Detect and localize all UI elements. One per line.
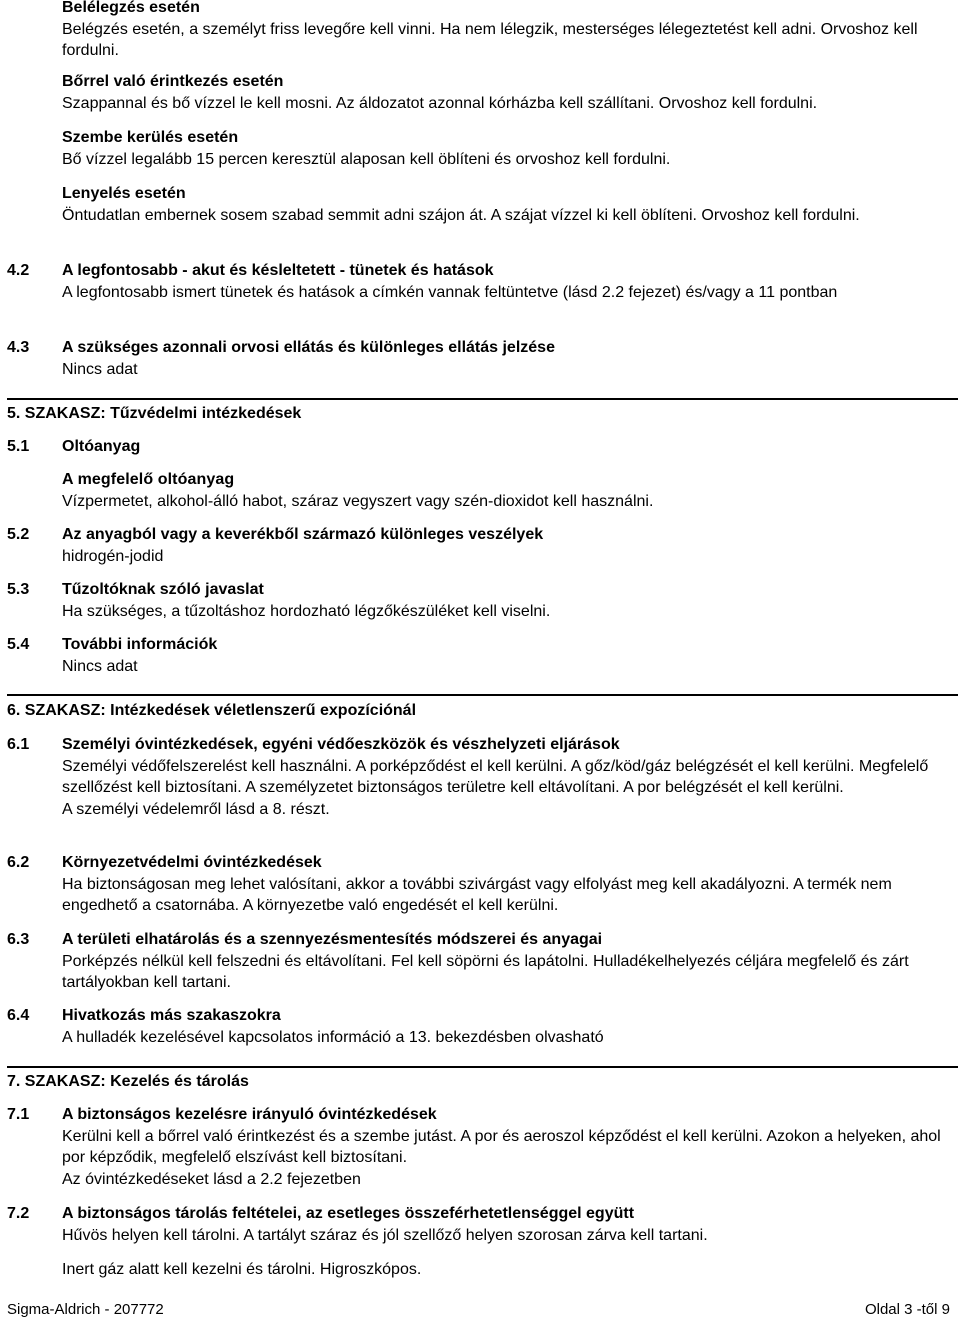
inhalation-block [62, 0, 950, 62]
section-6-1-text-2: A személyi védelemről lásd a 8. részt. [62, 800, 330, 818]
section-6-1-heading: Személyi óvintézkedések, egyéni védőeszközök és vészhelyzeti eljárások [62, 736, 620, 753]
inhalation-heading: Belélegzés esetén [62, 0, 200, 16]
section-6-3-text: Porképzés nélkül kell felszedni és eltávolítani. Fel kell söpörni és lapátolni. Hulladékelhelyezés céljára megfelelő és zárt tartályokban kell tartani. [62, 952, 909, 991]
section-5-3-block [62, 579, 950, 622]
section-6-3-heading: A területi elhatárolás és a szennyezésmentesítés módszerei és anyagai [62, 931, 603, 948]
section-7-1-text-2: Az óvintézkedéseket lásd a 2.2 fejezetben [62, 1170, 361, 1188]
section-6-2-heading: Környezetvédelmi óvintézkedések [62, 854, 322, 871]
section-6-4-text: A hulladék kezelésével kapcsolatos információ a 13. bekezdésben olvasható [62, 1028, 604, 1046]
section-7-title: 7. SZAKASZ: Kezelés és tárolás [7, 1073, 249, 1090]
section-6-2-block [62, 852, 950, 917]
ingestion-text: Öntudatlan embernek sosem szabad semmit adni szájon át. A szájat vízzel ki kell öblíteni. Orvoshoz kell fordulni. [62, 206, 860, 224]
section-number: 5.1 [7, 438, 30, 455]
section-7-1-block [62, 1104, 950, 1190]
section-7-2-extra-block [62, 1259, 950, 1281]
section-5-2-heading: Az anyagból vagy a keverékből származó különleges veszélyek [62, 526, 544, 543]
section-7-2-text: Hűvös helyen kell tárolni. A tartályt száraz és jól szellőző helyen szorosan zárva kell tartani. [62, 1226, 708, 1244]
section-number: 6.4 [7, 1007, 30, 1024]
skin-block [62, 71, 950, 114]
section-number: 6.3 [7, 931, 30, 948]
inhalation-text: Belégzés esetén, a személyt friss levegőre kell vinni. Ha nem lélegzik, mesterséges lélegeztetést kell adni. Orvoshoz kell fordulni. [62, 20, 918, 59]
suitable-media-heading: A megfelelő oltóanyag [62, 471, 235, 488]
section-4-3-block [62, 337, 950, 380]
section-5-title: 5. SZAKASZ: Tűzvédelmi intézkedések [7, 405, 302, 422]
section-divider [7, 694, 958, 696]
section-number: 6.2 [7, 854, 30, 871]
section-5-2-block [62, 524, 950, 567]
section-5-1-block [62, 436, 950, 458]
section-number: 5.2 [7, 526, 30, 543]
extinguishing-media-block [62, 469, 950, 512]
section-7-1-text: Kerülni kell a bőrrel való érintkezést és a szembe jutást. A por és aeroszol képződést el kell kerülni. Azokon a helyeken, ahol por képződik, megfelelő elszívást kell biztosítani. [62, 1127, 941, 1166]
section-4-2-heading: A legfontosabb - akut és késleltetett - tünetek és hatások [62, 262, 494, 279]
skin-heading: Bőrrel való érintkezés esetén [62, 73, 284, 90]
suitable-media-text: Vízpermetet, alkohol-álló habot, száraz vegyszert vagy szén-dioxidot kell használni. [62, 492, 654, 510]
section-number: 5.3 [7, 581, 30, 598]
ingestion-heading: Lenyelés esetén [62, 185, 186, 202]
eye-block [62, 127, 950, 170]
footer-product-id: Sigma-Aldrich - 207772 [7, 1301, 164, 1318]
section-5-4-text: Nincs adat [62, 657, 138, 675]
eye-heading: Szembe kerülés esetén [62, 129, 239, 146]
ingestion-block [62, 183, 950, 226]
section-6-title: 6. SZAKASZ: Intézkedések véletlenszerű expozíciónál [7, 702, 417, 719]
section-divider [7, 398, 958, 400]
section-5-2-text: hidrogén-jodid [62, 547, 164, 565]
section-6-3-block [62, 929, 950, 994]
section-7-1-heading: A biztonságos kezelésre irányuló óvintézkedések [62, 1106, 437, 1123]
section-5-4-block [62, 634, 950, 677]
section-number: 5.4 [7, 636, 30, 653]
section-number: 7.1 [7, 1106, 30, 1123]
footer-page-number: Oldal 3 -től 9 [864, 1301, 950, 1318]
section-4-3-text: Nincs adat [62, 360, 138, 378]
section-4-3-heading: A szükséges azonnali orvosi ellátás és különleges ellátás jelzése [62, 339, 555, 356]
section-5-3-heading: Tűzoltóknak szóló javaslat [62, 581, 264, 598]
section-divider [7, 1066, 958, 1068]
eye-text: Bő vízzel legalább 15 percen keresztül alaposan kell öblíteni és orvoshoz kell fordulni. [62, 150, 671, 168]
section-7-2-heading: A biztonságos tárolás feltételei, az esetleges összeférhetetlenséggel együtt [62, 1205, 635, 1222]
section-4-2-block [62, 260, 950, 303]
section-number: 4.2 [7, 262, 30, 279]
section-6-1-block [62, 734, 950, 820]
section-7-2-text-2: Inert gáz alatt kell kezelni és tárolni. Higroszkópos. [62, 1261, 422, 1278]
section-number: 6.1 [7, 736, 30, 753]
section-6-4-block [62, 1005, 950, 1048]
section-6-2-text: Ha biztonságosan meg lehet valósítani, akkor a további szivárgást vagy elfolyást meg kell akadályozni. A termék nem engedhető a csatornába. A környezetbe való engedését el kell kerülni. [62, 875, 892, 914]
section-7-2-block [62, 1203, 950, 1246]
section-6-4-heading: Hivatkozás más szakaszokra [62, 1007, 281, 1024]
section-6-1-text: Személyi védőfelszerelést kell használni. A porképződést el kell kerülni. A gőz/köd/gáz belégzését el kell kerülni. Megfelelő szellőzést kell biztosítani. A személyzetet biztonságos területre kell eltávolítani. A por belégzését el kell kerülni. [62, 757, 929, 796]
section-5-4-heading: További információk [62, 636, 218, 653]
section-number: 7.2 [7, 1205, 30, 1222]
skin-text: Szappannal és bő vízzel le kell mosni. Az áldozatot azonnal kórházba kell szállítani. Orvoshoz kell fordulni. [62, 94, 818, 112]
section-number: 4.3 [7, 339, 30, 356]
section-4-2-text: A legfontosabb ismert tünetek és hatások a címkén vannak feltüntetve (lásd 2.2 fejezet) és/vagy a 11 pontban [62, 283, 838, 301]
section-5-1-heading: Oltóanyag [62, 438, 141, 455]
section-5-3-text: Ha szükséges, a tűzoltáshoz hordozható légzőkészüléket kell viselni. [62, 602, 551, 620]
